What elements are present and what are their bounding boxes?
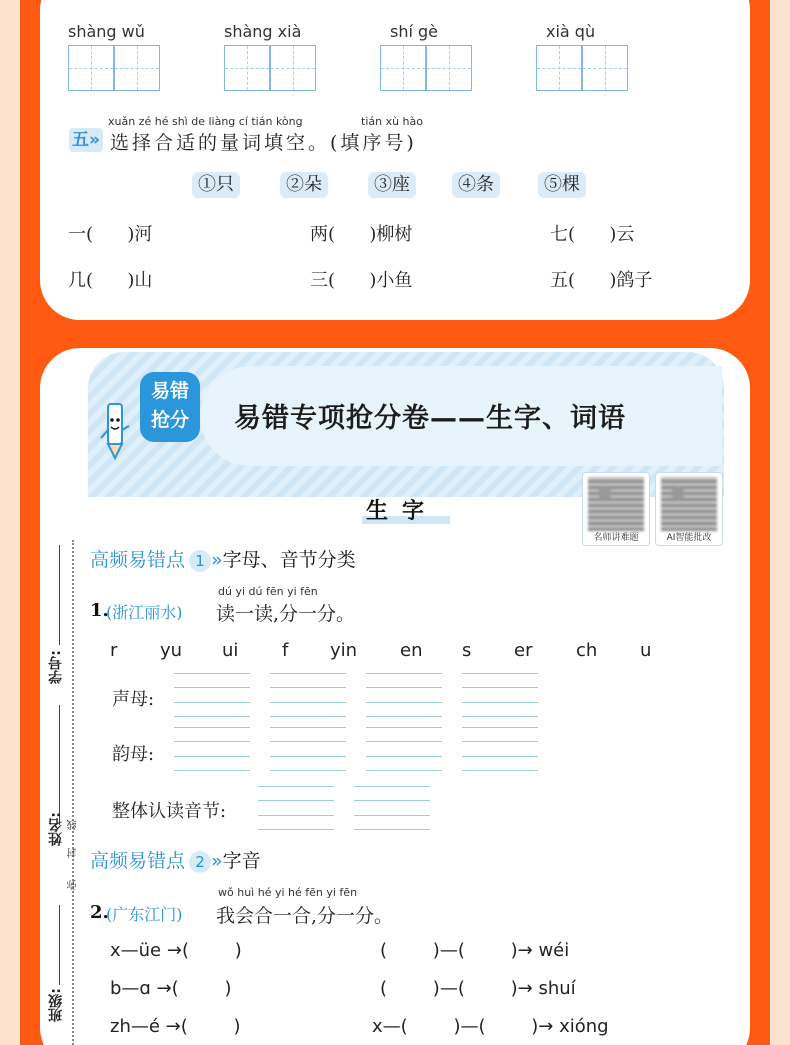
student-id-label: 学号: — [48, 650, 64, 684]
answer-lines[interactable] — [174, 727, 250, 771]
error-prone-badge — [140, 372, 200, 442]
pinyin-label: shàng wǔ — [68, 22, 145, 41]
option-chip: ③座 — [368, 172, 416, 198]
letter-item: ch — [576, 640, 598, 661]
pinyin-combine-item[interactable]: x—üe →( ) — [110, 940, 242, 961]
heading-label: 高频易错点 — [90, 549, 186, 571]
option-chip: ②朵 — [280, 172, 328, 198]
pinyin-split-item[interactable]: ( )—( )→ shuí — [380, 978, 576, 999]
qr-code-icon — [588, 477, 644, 531]
heading-topic: 字母、音节分类 — [222, 549, 356, 571]
fill-blank-item[interactable]: 几( )山 — [68, 270, 153, 291]
heading-arrow: » — [211, 549, 223, 571]
question-number: 2. — [90, 902, 109, 923]
fill-blank-item[interactable]: 五( )鸽子 — [550, 270, 653, 291]
letter-item: u — [640, 640, 652, 661]
question-text: 读一读,分一分。 — [216, 603, 356, 625]
answer-lines[interactable] — [270, 673, 346, 717]
letter-item: r — [110, 640, 118, 661]
class-line — [59, 905, 60, 985]
option-chip: ④条 — [452, 172, 500, 198]
ruby-annotation: xuǎn zé hé shì de liàng cí tián kòng — [108, 115, 303, 128]
writing-grid-box[interactable] — [380, 45, 426, 91]
letter-item: f — [282, 640, 289, 661]
seal-mark: 封 — [68, 848, 79, 858]
letter-item: yu — [160, 640, 183, 661]
writing-grid-box[interactable] — [224, 45, 270, 91]
answer-lines[interactable] — [366, 673, 442, 717]
writing-grid-box[interactable] — [114, 45, 160, 91]
heading-number: 2 — [189, 851, 211, 873]
fill-blank-item[interactable]: 两( )柳树 — [310, 224, 413, 245]
ruby-annotation: dú yi dú fēn yi fēn — [218, 585, 318, 598]
question-text: 我会合一合,分一分。 — [216, 905, 394, 927]
name-label: 姓名: — [48, 812, 64, 846]
seal-mark: 弥 — [68, 880, 79, 890]
question-number: 1. — [90, 600, 109, 621]
heading-label: 高频易错点 — [90, 850, 186, 872]
badge-line: 抢分 — [150, 409, 189, 431]
question-source: (广东江门) — [106, 905, 183, 924]
answer-lines[interactable] — [270, 727, 346, 771]
answer-row-label: 整体认读音节: — [112, 801, 227, 822]
qr-code-card[interactable] — [582, 472, 650, 546]
frequent-error-heading — [90, 545, 356, 572]
page-title: 易错专项抢分卷——生字、词语 — [234, 403, 626, 434]
qr-code-card[interactable] — [655, 472, 723, 546]
answer-lines[interactable] — [462, 727, 538, 771]
writing-grid-box[interactable] — [426, 45, 472, 91]
writing-grid-box[interactable] — [68, 45, 114, 91]
qr-code-icon — [661, 477, 717, 531]
option-chip: ⑤棵 — [538, 172, 586, 198]
subsection-title: 生字 — [366, 499, 439, 524]
answer-row-label: 韵母: — [112, 744, 155, 765]
letter-item: s — [462, 640, 472, 661]
page-edge-left — [0, 0, 20, 1045]
answer-lines[interactable] — [174, 673, 250, 717]
pinyin-combine-item[interactable]: zh—é →( ) — [110, 1016, 241, 1037]
answer-lines[interactable] — [462, 673, 538, 717]
writing-grid-box[interactable] — [270, 45, 316, 91]
ruby-annotation: wǒ huì hé yi hé fēn yi fēn — [218, 886, 358, 899]
answer-lines[interactable] — [354, 786, 430, 830]
answer-lines[interactable] — [366, 727, 442, 771]
letter-item: en — [400, 640, 423, 661]
section-instruction: 选择合适的量词填空。(填序号) — [110, 132, 417, 154]
option-chip: ①只 — [192, 172, 240, 198]
class-label: 班级: — [48, 988, 64, 1022]
letter-item: er — [514, 640, 533, 661]
pinyin-label: shí gè — [390, 22, 439, 41]
name-line — [59, 705, 60, 825]
writing-grid-box[interactable] — [582, 45, 628, 91]
fill-blank-item[interactable]: 七( )云 — [550, 224, 635, 245]
qr-caption: 名师讲难题 — [593, 533, 639, 543]
pinyin-label: xià qù — [546, 22, 596, 41]
heading-topic: 字音 — [222, 850, 261, 872]
heading-arrow: » — [211, 850, 223, 872]
question-source: (浙江丽水) — [106, 603, 183, 622]
writing-grid-box[interactable] — [536, 45, 582, 91]
pinyin-combine-item[interactable]: b—ɑ →( ) — [110, 978, 232, 999]
section-number-badge: 五» — [69, 128, 103, 152]
pencil-mascot-icon — [100, 400, 130, 460]
fill-blank-item[interactable]: 三( )小鱼 — [310, 270, 413, 291]
heading-number: 1 — [189, 550, 211, 572]
frequent-error-heading — [90, 846, 261, 873]
fill-blank-item[interactable]: 一( )河 — [68, 224, 153, 245]
page-edge-right — [770, 0, 790, 1045]
pinyin-split-item[interactable]: ( )—( )→ wéi — [380, 940, 570, 961]
answer-lines[interactable] — [258, 786, 334, 830]
seal-mark: 线 — [68, 820, 79, 830]
badge-line: 易错 — [150, 380, 189, 402]
pinyin-label: shàng xià — [224, 22, 302, 41]
pinyin-split-item[interactable]: x—( )—( )→ xióng — [372, 1016, 609, 1037]
ruby-annotation: tián xù hào — [361, 115, 423, 128]
answer-row-label: 声母: — [112, 689, 155, 710]
student-id-line — [59, 545, 60, 645]
letter-item: yin — [330, 640, 358, 661]
letter-item: ui — [222, 640, 239, 661]
qr-caption: AI智能批改 — [666, 533, 712, 543]
binding-dotted-line — [72, 540, 74, 1045]
